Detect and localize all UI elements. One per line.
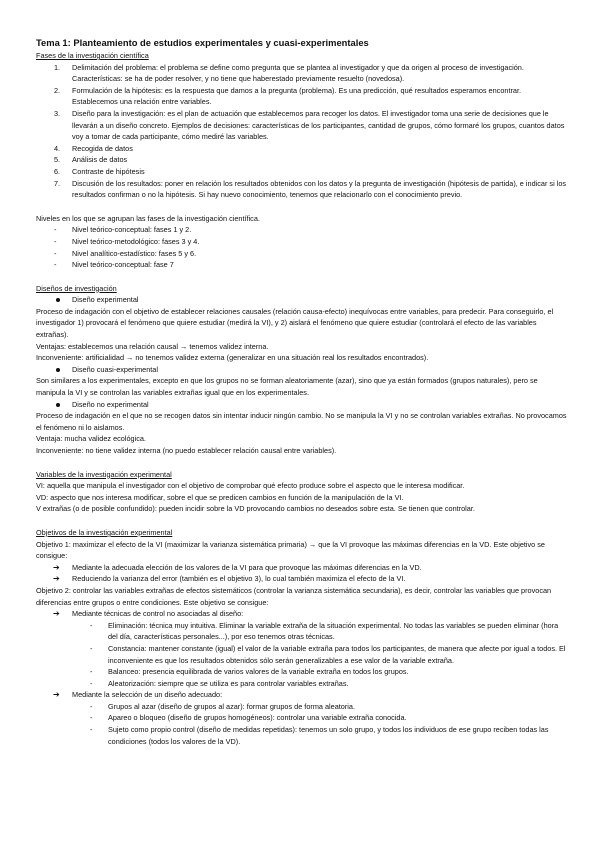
arrow-right-icon: ➔ xyxy=(53,562,60,572)
disenos-heading: Diseños de investigación xyxy=(36,283,117,293)
dash-marker: - xyxy=(90,667,93,677)
fase-item xyxy=(36,166,568,178)
dash-marker: - xyxy=(90,643,93,653)
fase-text: Análisis de datos xyxy=(72,155,128,165)
nivel-text: Nivel teórico-metodológico: fases 3 y 4. xyxy=(72,236,200,246)
dash-marker: - xyxy=(90,725,93,735)
objetivo-2-tecnicas xyxy=(36,608,568,689)
tecnica-item xyxy=(72,666,568,678)
tecnica-text: Balanceo: presencia equilibrada de varios valores de la variable extraña en todos los grupos. xyxy=(108,667,409,677)
tecnica-item xyxy=(72,678,568,690)
fases-heading: Fases de la investigación científica xyxy=(36,51,149,60)
variable-vi: VI: aquella que manipula el investigador con el objetivo de comprobar qué efecto produce sobre el aspecto que le interesa modificar. xyxy=(36,481,465,491)
page-title: Tema 1: Planteamiento de estudios experimentales y cuasi-experimentales xyxy=(36,37,369,48)
diseno-experimental-ventajas: Ventajas: establecemos una relación causal → tenemos validez interna. xyxy=(36,341,269,351)
diseno-list xyxy=(72,701,568,747)
diseno-item xyxy=(72,724,568,747)
fase-item xyxy=(36,62,568,85)
fase-number: 4. xyxy=(54,143,61,153)
nivel-item xyxy=(36,236,568,248)
fase-text: Formulación de la hipótesis: es la respuesta que damos a la pregunta (problema). Es una predicción, qué resultados esperamos encontrar. Establecemos una relación entre variables. xyxy=(72,85,522,107)
objetivo-1-item-text: Mediante la adecuada elección de los valores de la VI para que provoque las máximas diferencias en la VD. xyxy=(72,562,422,572)
diseno-cuasi-description: Son similares a los experimentales, excepto en que los grupos no se forman aleatoriamente (azar), sino que ya están formados (grupos naturales), pero se manipula la VI y se controlan las variables extrañas igual que en los experimentales. xyxy=(36,376,538,398)
fase-number: 3. xyxy=(54,108,61,118)
dash-marker: - xyxy=(54,236,57,246)
fase-number: 7. xyxy=(54,178,61,188)
spacer xyxy=(36,271,568,283)
dash-marker: - xyxy=(54,225,57,235)
nivel-text: Nivel teórico-conceptual: fases 1 y 2. xyxy=(72,225,192,235)
diseno-text: Grupos al azar (diseño de grupos al azar): formar grupos de forma aleatoria. xyxy=(108,701,356,711)
objetivo-1-item xyxy=(36,573,568,585)
arrow-right-icon: ➔ xyxy=(53,690,60,700)
bullet-dot-icon xyxy=(56,403,60,407)
diseno-no-experimental-label: Diseño no experimental xyxy=(72,399,149,409)
objetivo-1: Objetivo 1: maximizar el efecto de la VI (maximizar la varianza sistemática primaria) → que la VI provoque las máximas diferencias en la VD. Este objetivo se consigue: xyxy=(36,539,545,561)
dash-marker: - xyxy=(90,620,93,630)
dash-marker: - xyxy=(54,260,57,270)
bullet-dot-icon xyxy=(56,368,60,372)
spacer xyxy=(36,515,568,527)
diseno-item xyxy=(72,712,568,724)
variables-heading: Variables de la investigación experimental xyxy=(36,469,172,479)
diseno-no-experimental-description: Proceso de indagación en el que no se recogen datos sin intentar inducir ningún cambio. No se manipula la VI y no se controlan variables extrañas. No provocamos el fenómeno ni lo aislamos. xyxy=(36,411,567,432)
fase-text: Delimitación del problema: el problema se define como pregunta que se plantea al investigador y que da origen al proceso de investigación. Características: se ha de poder resolver, y no tiene que haberestado previamente resuelto (novedosa). xyxy=(72,62,524,84)
nivel-item xyxy=(36,224,568,236)
diseno-no-experimental-heading xyxy=(36,399,568,411)
niveles-list xyxy=(36,224,568,270)
nivel-text: Nivel teórico-conceptual: fase 7 xyxy=(72,260,174,270)
fase-item xyxy=(36,154,568,166)
spacer xyxy=(36,201,568,213)
tecnica-text: Constancia: mantener constante (igual) el valor de la variable extraña para todos los participantes, de manera que afecte por igual a todos. El inconveniente es que los resultados obtenidos sólo serán generalizables a ese valor de la variable extraña. xyxy=(108,643,566,665)
tecnicas-label: Mediante técnicas de control no asociadas al diseño: xyxy=(72,609,244,619)
dash-marker: - xyxy=(90,701,93,711)
dash-marker: - xyxy=(90,713,93,723)
fase-item xyxy=(36,108,568,143)
document-content xyxy=(36,37,568,747)
objetivo-1-item xyxy=(36,562,568,574)
nivel-item xyxy=(36,259,568,271)
fase-number: 6. xyxy=(54,166,61,176)
tecnica-text: Eliminación: técnica muy intuitiva. Eliminar la variable extraña de la situación experimental. No todas las variables se pueden eliminar (hora del día, características personales...), por eso tenemos otras técnicas. xyxy=(108,620,559,642)
variable-extranas: V extrañas (o de posible confundido): pueden incidir sobre la VD provocando cambios no deseados sobre esta. Se tienen que controlar. xyxy=(36,504,475,514)
diseno-item xyxy=(72,701,568,713)
tecnica-item xyxy=(72,620,568,643)
arrow-right-icon: ➔ xyxy=(53,609,60,619)
nivel-item xyxy=(36,248,568,260)
objetivo-1-list xyxy=(36,562,568,585)
spacer xyxy=(36,457,568,469)
diseno-no-experimental-ventaja: Ventaja: mucha validez ecológica. xyxy=(36,434,146,444)
fase-number: 1. xyxy=(54,62,61,72)
diseno-text: Apareo o bloqueo (diseño de grupos homogéneos): controlar una variable extraña conocida. xyxy=(108,713,407,723)
tecnica-item xyxy=(72,643,568,666)
objetivo-1-item-text: Reduciendo la varianza del error (también es el objetivo 3), lo cual también maximiza el efecto de la VI. xyxy=(72,574,406,584)
dash-marker: - xyxy=(90,678,93,688)
fase-item xyxy=(36,143,568,155)
diseno-no-experimental-inconveniente: Inconveniente: no tiene validez interna (no puedo establecer relación causal entre variables). xyxy=(36,446,337,455)
diseno-cuasi-label: Diseño cuasi-experimental xyxy=(72,364,158,374)
nivel-text: Nivel analítico-estadístico: fases 5 y 6. xyxy=(72,248,197,258)
diseno-experimental-label: Diseño experimental xyxy=(72,295,139,305)
fase-item xyxy=(36,178,568,201)
fase-item xyxy=(36,85,568,108)
fase-number: 2. xyxy=(54,85,61,95)
tecnicas-list xyxy=(72,620,568,690)
objetivo-2: Objetivo 2: controlar las variables extrañas de efectos sistemáticos (controlar la varianza sistemática secundaria), es decir, controlar las variables que provocan diferencias entre grupos o entre condiciones. Este objetivo se consigue: xyxy=(36,585,552,607)
diseno-cuasi-heading xyxy=(36,364,568,376)
diseno-experimental-description: Proceso de indagación con el objetivo de establecer relaciones causales (relación causa-efecto) inequívocas entre variables, para predecir. Para conseguirlo, el investigador 1) provocará el fenómeno que quiere estudiar (medirá la VI), y 2) aislará el fenómeno que quiere estudiar (controlará el efecto de las variables extrañas). xyxy=(36,306,554,340)
diseno-experimental-inconveniente: Inconveniente: artificialidad → no tenemos validez externa (generalizar en una situación real los resultados encontrados). xyxy=(36,353,429,363)
objetivos-heading: Objetivos de la investigación experimental xyxy=(36,527,173,537)
fase-text: Discusión de los resultados: poner en relación los resultados obtenidos con los datos y la pregunta de investigación (hipótesis de partida), e indicar si los resultados confirman o no la hipótesis. Si hay nuevo conocimiento, tenemos que relacionarlo con el conocimiento previo. xyxy=(72,178,567,200)
arrow-right-icon: ➔ xyxy=(53,574,60,584)
objetivo-2-diseno xyxy=(36,689,568,747)
variable-vd: VD: aspecto que nos interesa modificar, sobre el que se predicen cambios en función de la manipulación de la VI. xyxy=(36,492,404,502)
bullet-dot-icon xyxy=(56,298,60,302)
tecnica-text: Aleatorización: siempre que se utiliza es para controlar variables extrañas. xyxy=(108,678,349,688)
fases-list xyxy=(36,62,568,201)
fase-text: Contraste de hipótesis xyxy=(72,166,145,176)
objetivo-2-list xyxy=(36,608,568,747)
dash-marker: - xyxy=(54,248,57,258)
niveles-intro: Niveles en los que se agrupan las fases de la investigación científica. xyxy=(36,213,260,223)
fase-text: Diseño para la investigación: es el plan de actuación que establecemos para recoger los datos. El investigador toma una serie de decisiones que le llevarán a un diseño concreto. Ejemplos de decisiones: características de los participantes, cantidad de grupos, cómo formaré los grupos, cuantos datos voy a tomar de cada participante, cómo mediré las variables. xyxy=(72,108,565,142)
diseno-experimental-heading xyxy=(36,294,568,306)
fase-text: Recogida de datos xyxy=(72,143,133,153)
diseno-text: Sujeto como propio control (diseño de medidas repetidas): tenemos un solo grupo, y todos los individuos de ese grupo reciben todas las condiciones (todos los valores de la VD). xyxy=(108,725,549,746)
fase-number: 5. xyxy=(54,155,61,165)
diseno-label: Mediante la selección de un diseño adecuado: xyxy=(72,690,223,700)
